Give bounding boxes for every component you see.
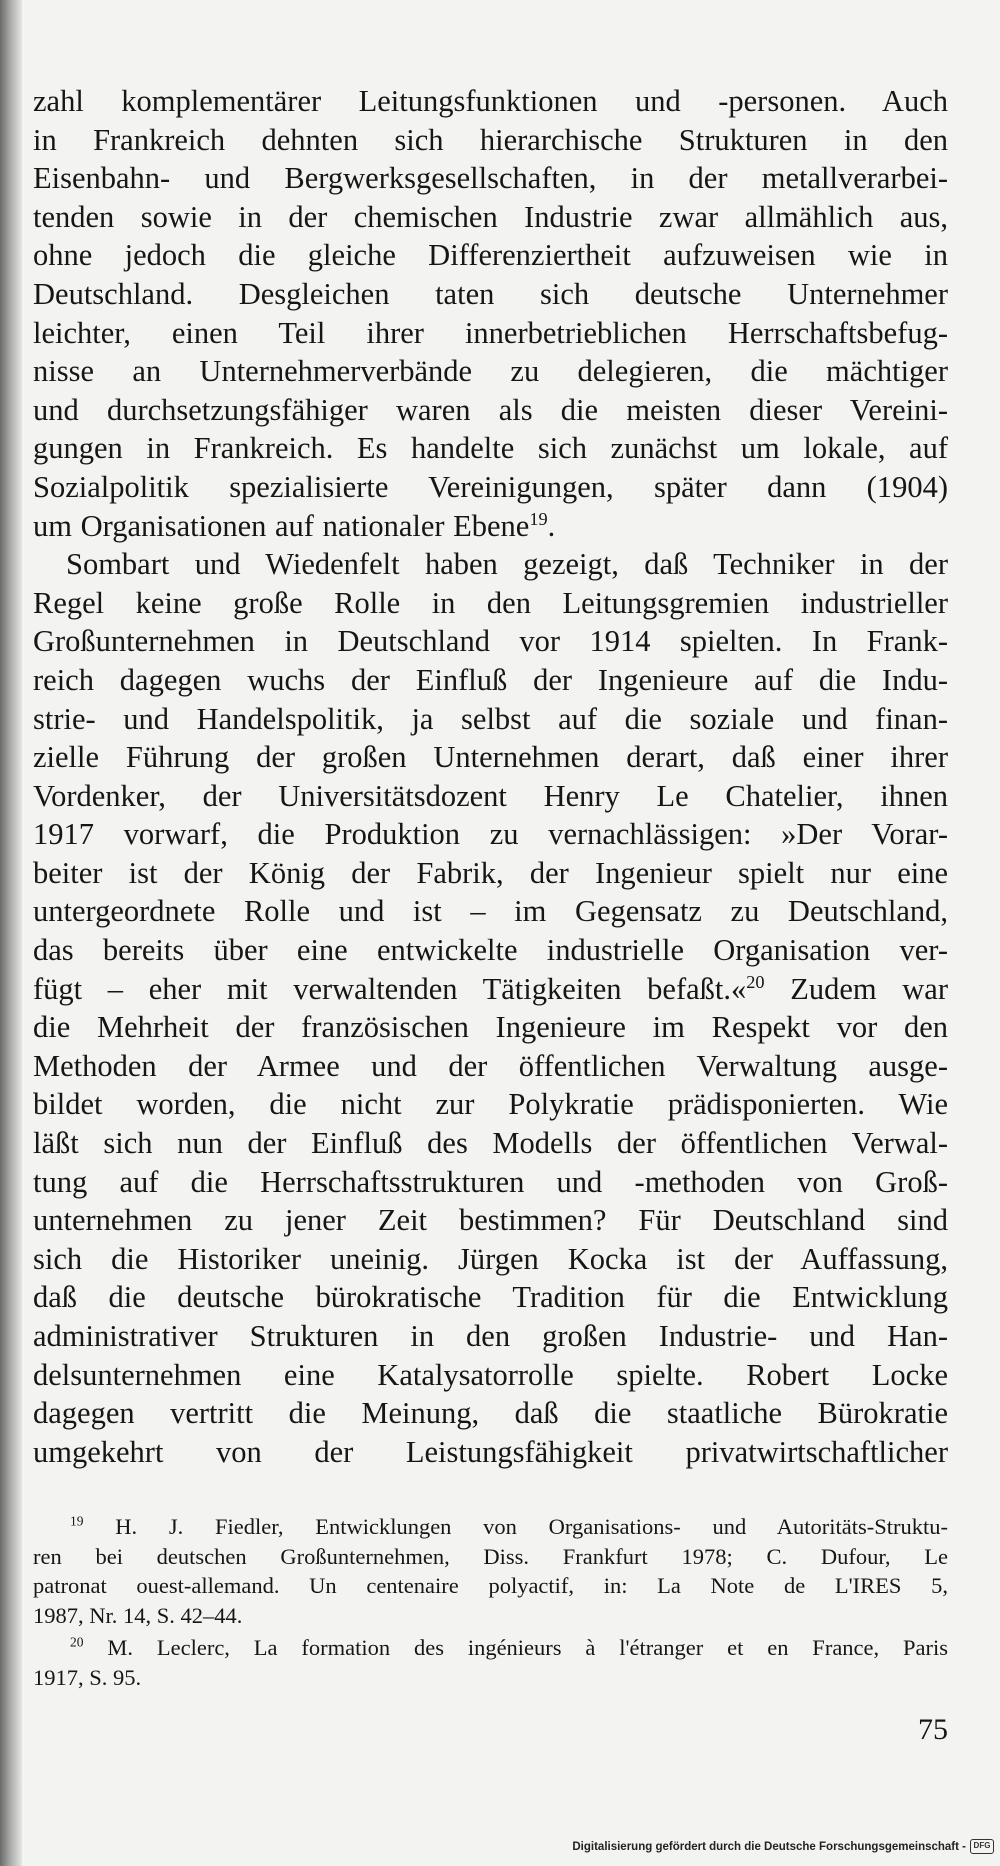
text-line: leichter, einen Teil ihrer innerbetrieblichen Herrschaftsbefug-	[33, 315, 948, 350]
text-line: und durchsetzungsfähiger waren als die meisten dieser Vereini-	[33, 392, 948, 427]
text-line: Sozialpolitik spezialisierte Vereinigungen, später dann (1904)	[33, 469, 948, 504]
text-line: gungen in Frankreich. Es handelte sich zunächst um lokale, auf	[33, 431, 948, 466]
text-line: ohne jedoch die gleiche Differenziertheit aufzuweisen wie in	[33, 238, 948, 273]
text-line: beiter ist der König der Fabrik, der Ingenieur spielt nur eine	[33, 855, 948, 890]
paragraph-1	[33, 82, 948, 545]
text-fragment: fügt – eher mit verwaltenden Tätigkeiten befaßt.«	[33, 971, 747, 1006]
text-line: nisse an Unternehmerverbände zu delegieren, die mächtiger	[33, 354, 948, 389]
text-line: Eisenbahn- und Bergwerksgesellschaften, in der metallverarbei-	[33, 161, 948, 196]
footnote-text: M. Leclerc, La formation des ingénieurs à l'étranger et en France, Paris	[107, 1635, 949, 1660]
footnote-line	[33, 1633, 948, 1663]
footnote-text: H. J. Fiedler, Entwicklungen von Organisations- und Autoritäts-Struktu-	[115, 1514, 948, 1539]
footnotes	[33, 1512, 948, 1695]
text-fragment: um Organisationen auf nationaler Ebene	[33, 508, 530, 543]
footnote-ref-19[interactable]: 19	[529, 508, 548, 529]
text-line: in Frankreich dehnten sich hierarchische Strukturen in den	[33, 122, 948, 157]
paragraph-2	[33, 545, 948, 1471]
text-line: tung auf die Herrschaftsstrukturen und -methoden von Groß-	[33, 1164, 948, 1199]
text-line: delsunternehmen eine Katalysatorrolle spielte. Robert Locke	[33, 1357, 948, 1392]
footnote-line: patronat ouest-allemand. Un centenaire polyactif, in: La Note de L'IRES 5,	[33, 1573, 948, 1598]
text-line-indented: Sombart und Wiedenfelt haben gezeigt, daß Techniker in der	[66, 547, 948, 582]
text-fragment: .	[547, 508, 556, 543]
text-line: zielle Führung der großen Unternehmen derart, daß einer ihrer	[33, 740, 948, 775]
text-fragment: Zudem war	[764, 971, 948, 1006]
text-line: umgekehrt von der Leistungsfähigkeit privatwirtschaftlicher	[33, 1434, 948, 1469]
footnote-number: 20	[70, 1634, 84, 1650]
footnote-line: ren bei deutschen Großunternehmen, Diss. Frankfurt 1978; C. Dufour, Le	[33, 1543, 948, 1569]
digitization-credit: Digitalisierung gefördert durch die Deutsche Forschungsgemeinschaft -	[572, 1841, 966, 1853]
dfg-logo-icon: DFG	[970, 1839, 994, 1854]
footnote-line	[33, 1512, 948, 1542]
text-line: läßt sich nun der Einfluß des Modells der öffentlichen Verwal-	[33, 1126, 948, 1161]
text-line: Vordenker, der Universitätsdozent Henry Le Chatelier, ihnen	[33, 778, 948, 813]
text-line: administrativer Strukturen in den großen Industrie- und Han-	[33, 1319, 948, 1353]
text-line: reich dagegen wuchs der Einfluß der Ingenieure auf die Indu-	[33, 662, 948, 697]
text-line-last	[33, 507, 948, 546]
text-line: Regel keine große Rolle in den Leitungsgremien industrieller	[33, 585, 948, 620]
text-line: daß die deutsche bürokratische Tradition für die Entwicklung	[33, 1280, 948, 1315]
text-line: Großunternehmen in Deutschland vor 1914 spielten. In Frank-	[33, 624, 948, 659]
footnote-line-last: 1917, S. 95.	[33, 1664, 142, 1690]
footnote-19	[33, 1512, 948, 1630]
scan-gutter-shadow	[0, 0, 22, 1866]
footnote-number: 19	[70, 1513, 84, 1529]
text-line: Methoden der Armee und der öffentlichen Verwaltung ausge-	[33, 1048, 948, 1083]
text-line: unternehmen zu jener Zeit bestimmen? Für Deutschland sind	[33, 1203, 948, 1238]
text-line: untergeordnete Rolle und ist – im Gegensatz zu Deutschland,	[33, 894, 948, 929]
body-text	[33, 82, 948, 1471]
text-line: dagegen vertritt die Meinung, daß die staatliche Bürokratie	[33, 1396, 948, 1431]
text-line: tenden sowie in der chemischen Industrie zwar allmählich aus,	[33, 199, 948, 234]
text-line: 1917 vorwarf, die Produktion zu vernachlässigen: »Der Vorar-	[33, 817, 948, 852]
text-line: zahl komplementärer Leitungsfunktionen und -personen. Auch	[33, 84, 948, 118]
text-line	[33, 970, 948, 1009]
text-line: sich die Historiker uneinig. Jürgen Kocka ist der Auffassung,	[33, 1241, 948, 1276]
page-number: 75	[918, 1713, 948, 1746]
text-line: das bereits über eine entwickelte industrielle Organisation ver-	[33, 933, 948, 968]
text-line: Deutschland. Desgleichen taten sich deutsche Unternehmer	[33, 276, 948, 311]
text-line: die Mehrheit der französischen Ingenieure im Respekt vor den	[33, 1010, 948, 1045]
footnote-20	[33, 1633, 948, 1692]
text-line: strie- und Handelspolitik, ja selbst auf die soziale und finan-	[33, 701, 948, 736]
footnote-ref-20[interactable]: 20	[746, 971, 765, 992]
text-line: bildet worden, die nicht zur Polykratie prädisponierten. Wie	[33, 1087, 948, 1122]
footnote-line-last: 1987, Nr. 14, S. 42–44.	[33, 1602, 243, 1628]
